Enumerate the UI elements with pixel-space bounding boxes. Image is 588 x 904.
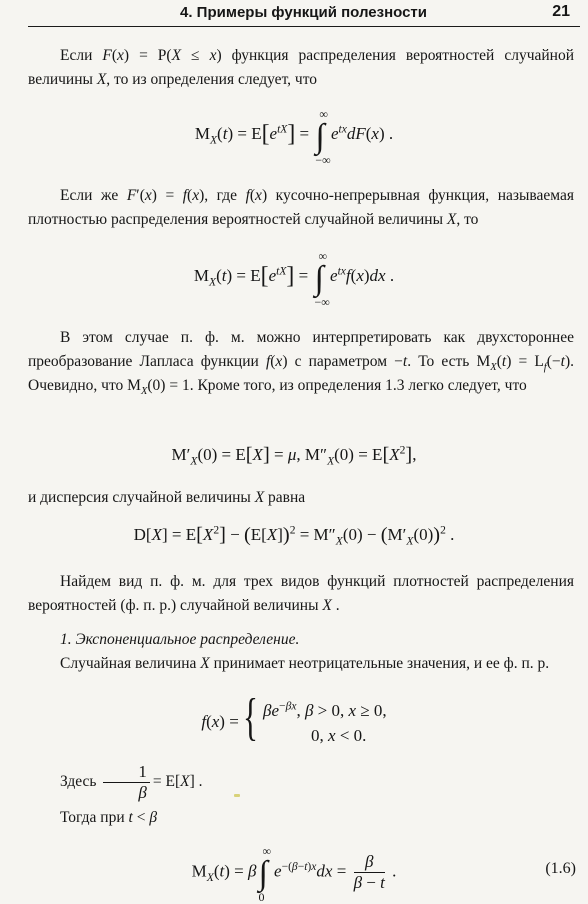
paragraph-5: Найдем вид п. ф. м. для трех видов функций плотностей распределения вероятностей (ф. п. р.) случайной величины X .	[28, 573, 574, 614]
paragraph-3: В этом случае п. ф. м. можно интерпретировать как двухстороннее преобразование Лапласа функции f(x) с параметром −t. То есть $M_X(t) = L_f(-t)$. Очевидно, что $M_X(0) = 1$. Кроме того, из определения 1.3 легко следует, что	[28, 329, 574, 398]
running-header	[28, 0, 580, 27]
equation-number: (1.6)	[545, 860, 576, 877]
print-speck	[234, 794, 240, 797]
paragraph-1: Если F(x) = P(X ≤ x) функция распределения вероятностей случайной величины X, то из определения следует, что	[28, 47, 575, 88]
paragraph-8: Тогда при t < β	[60, 809, 158, 826]
paragraph-7: Здесь $\frac{1}{\beta}$ = E[X] .	[60, 762, 203, 802]
paragraph-2: Если же F′(x) = f(x), где f(x) кусочно-непрерывная функция, называемая плотностью распределения вероятностей случайной величины X, то	[28, 187, 575, 228]
formula-variance: $D[X] = E[X^2] - (E[X])^2 = M''_X(0) - (M'_X(0))^2$ .	[133, 523, 455, 548]
section-heading: 1. Экспоненциальное распределение.	[60, 631, 300, 648]
paragraph-4: и дисперсия случайной величины X равна	[28, 489, 306, 506]
formula-moments: $M'_X(0) = E[X] = \mu$, $M''_X(0) = E[X^2]$,	[171, 443, 417, 468]
formula-exponential-density: f(x) = { $\beta e^{-\beta x}$, β > 0, x ≥ 0, 0, x < 0.	[201, 689, 387, 746]
running-title: 4. Примеры функций полезности	[180, 4, 428, 21]
formula-mgf-density: $M_X(t) = E[e^{tX}]$ = ∫ ∞ −∞ $e^{tx}f(x)dx$ .	[193, 249, 395, 309]
paragraph-6: Случайная величина X принимает неотрицательные значения, и ее ф. п. р.	[60, 655, 550, 672]
formula-exponential-mgf: $M_X(t) = \beta\int$ ∞ 0 $e^{-(\beta-t)x}dx$ = $\frac{\beta}{\beta - t}$ .	[191, 844, 397, 904]
page-number: 21	[552, 3, 570, 20]
formula-mgf-stieltjes: $M_X(t) = E[e^{tX}]$ = ∫ ∞ −∞ $e^{tx}dF(x)$ .	[194, 107, 394, 167]
